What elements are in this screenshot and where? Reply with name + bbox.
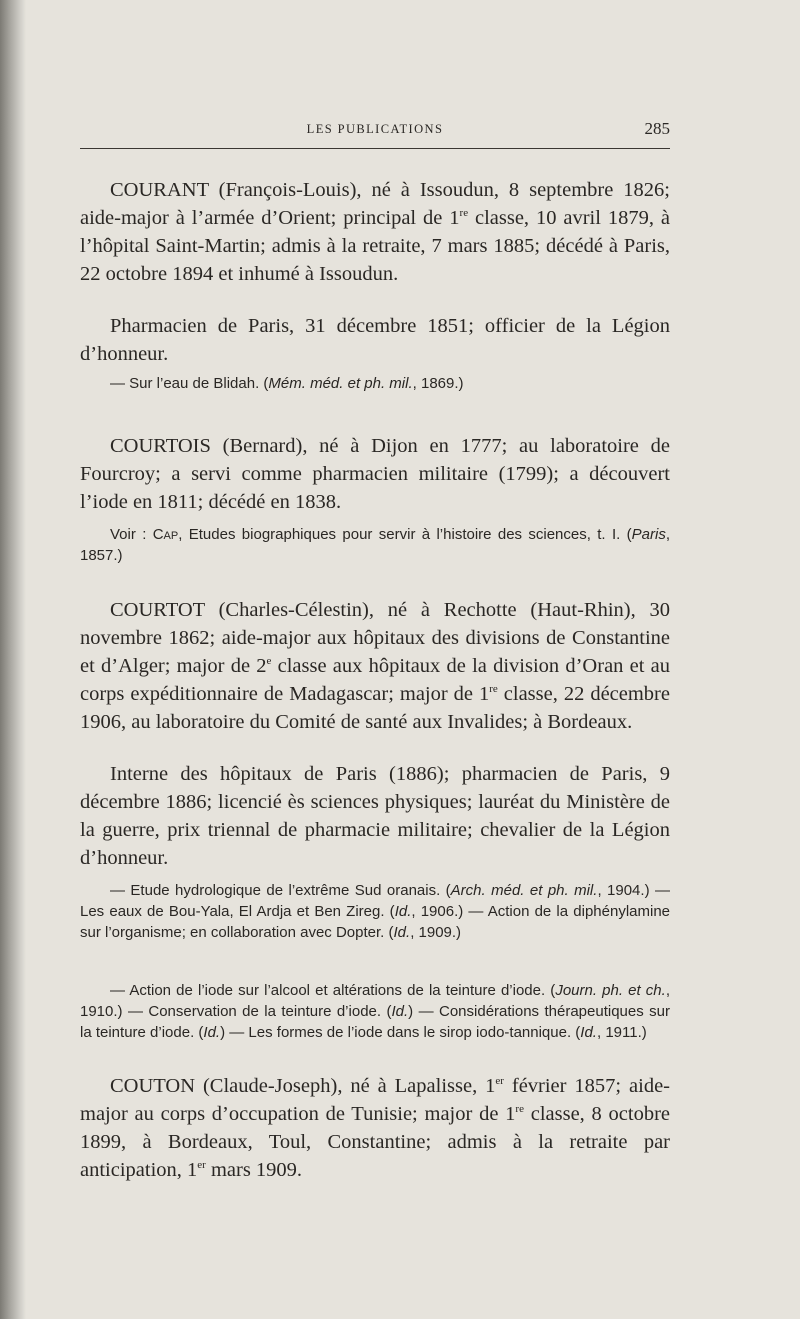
entry-courtot-publications-2: — Action de l’iode sur l’alcool et altérations de la teinture d’iode. (Journ. ph. et ch., 1910.) — Conservation de la teinture d’iode. (Id.) — Considérations thérapeutiques sur la teinture d’iode. (Id.) — Les formes de l’iode dans le sirop iodo-tannique. (Id., 1911.) [80,982,670,1041]
entry-courtois-publications: Voir : Cap, Etudes biographiques pour servir à l’histoire des sciences, t. I. (Paris, 1857.) [80,526,670,564]
entry-courant-publications: — Sur l’eau de Blidah. (Mém. méd. et ph. mil., 1869.) [110,375,464,392]
entry-courant-bio: COURANT (François-Louis), né à Issoudun, 8 septembre 1826; aide-major à l’armée d’Orient; principal de 1re classe, 10 avril 1879, à l’hôpital Saint-Martin; admis à la retraite, 7 mars 1885; décédé à Paris, 22 octobre 1894 et inhumé à Issoudun. [80,179,670,285]
page-header [80,119,670,142]
entry-courtot-publications: — Etude hydrologique de l’extrême Sud oranais. (Arch. méd. et ph. mil., 1904.) — Les eaux de Bou-Yala, El Ardja et Ben Zireg. (Id., 1906.) — Action de la diphénylamine sur l’organisme; en collaboration avec Dopter. (Id., 1909.) [80,882,671,941]
page-edge-shadow [0,0,26,1319]
entry-courtot-bio: COURTOT (Charles-Célestin), né à Rechotte (Haut-Rhin), 30 novembre 1862; aide-major aux hôpitaux des divisions de Constantine et d’Alger; major de 2e classe aux hôpitaux de la division d’Oran et au corps expéditionnaire de Madagascar; major de 1re classe, 22 décembre 1906, au laboratoire du Comité de santé aux Invalides; à Bordeaux. [80,599,670,733]
entry-courtot-bio-2: Interne des hôpitaux de Paris (1886); pharmacien de Paris, 9 décembre 1886; licencié ès sciences physiques; lauréat du Ministère de la guerre, prix triennal de pharmacie militaire; chevalier de la Légion d’honneur. [80,763,670,869]
page-number: 285 [644,119,670,138]
entry-courant-bio-2: Pharmacien de Paris, 31 décembre 1851; officier de la Légion d’honneur. [80,315,670,365]
entry-courtois-bio: COURTOIS (Bernard), né à Dijon en 1777; au laboratoire de Fourcroy; a servi comme pharmacien militaire (1799); a découvert l’iode en 1811; décédé en 1838. [80,435,670,513]
entry-couton-bio: COUTON (Claude-Joseph), né à Lapalisse, 1er février 1857; aide-major au corps d’occupation de Tunisie; major de 1re classe, 8 octobre 1899, à Bordeaux, Toul, Constantine; admis à la retraite par anticipation, 1er mars 1909. [80,1075,670,1181]
running-head: LES PUBLICATIONS [306,122,444,136]
header-rule [80,148,670,149]
